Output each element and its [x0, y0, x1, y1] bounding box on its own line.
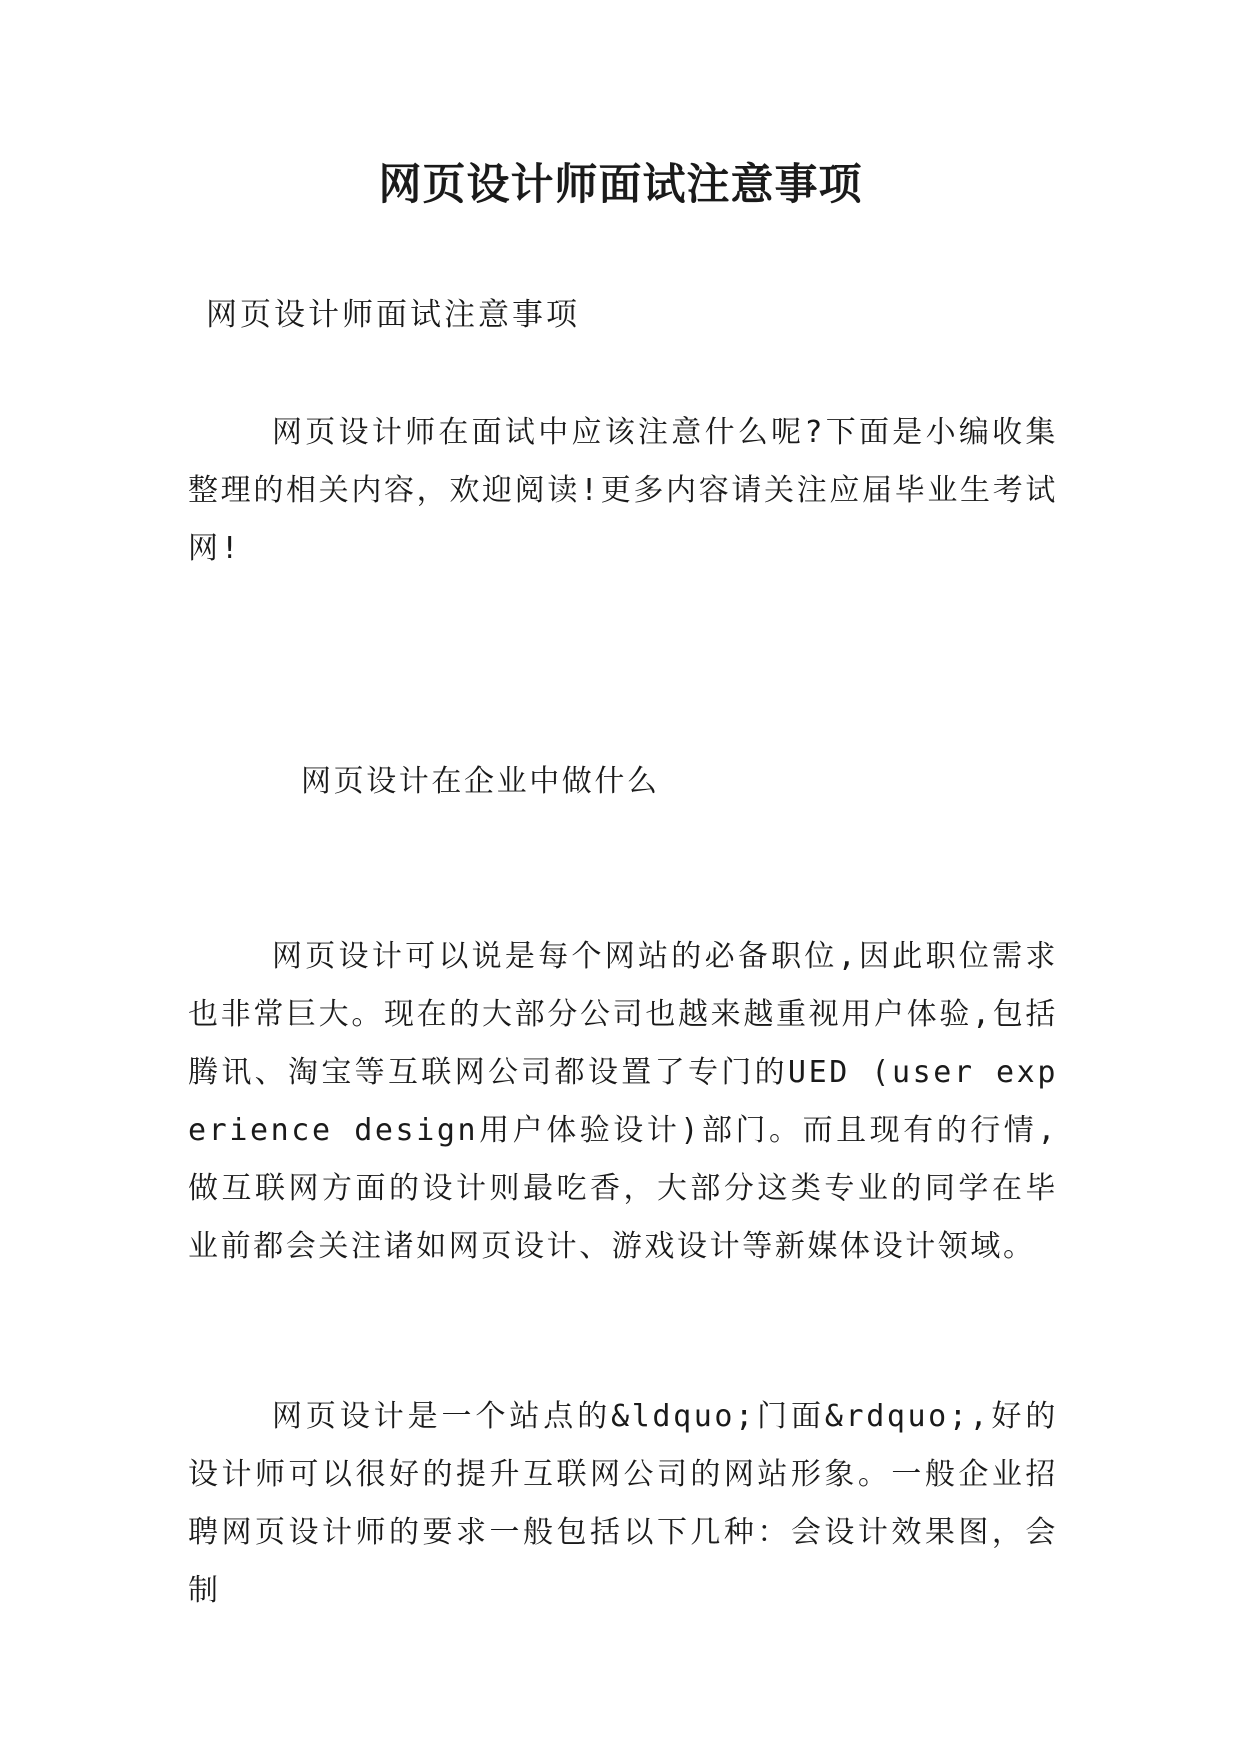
- body-paragraph-2: 网页设计是一个站点的&ldquo;门面&rdquo;,好的设计师可以很好的提升互联网公司的网站形象。一般企业招聘网页设计师的要求一般包括以下几种：会设计效果图，会制: [188, 1399, 1058, 1608]
- document-subtitle: 网页设计师面试注意事项: [206, 297, 580, 333]
- section-heading: 网页设计在企业中做什么: [301, 764, 660, 799]
- intro-paragraph: 网页设计师在面试中应该注意什么呢?下面是小编收集整理的相关内容，欢迎阅读!更多内容请关注应届毕业生考试网!: [188, 415, 1058, 566]
- document-title: 网页设计师面试注意事项: [378, 160, 863, 210]
- body-paragraph-1: 网页设计可以说是每个网站的必备职位,因此职位需求也非常巨大。现在的大部分公司也越来越重视用户体验,包括腾讯、淘宝等互联网公司都设置了专门的UED (user experience design用户体验设计)部门。而且现有的行情,做互联网方面的设计则最吃香，大部分这类专业的同学在毕业前都会关注诸如网页设计、游戏设计等新媒体设计领域。: [188, 939, 1058, 1264]
